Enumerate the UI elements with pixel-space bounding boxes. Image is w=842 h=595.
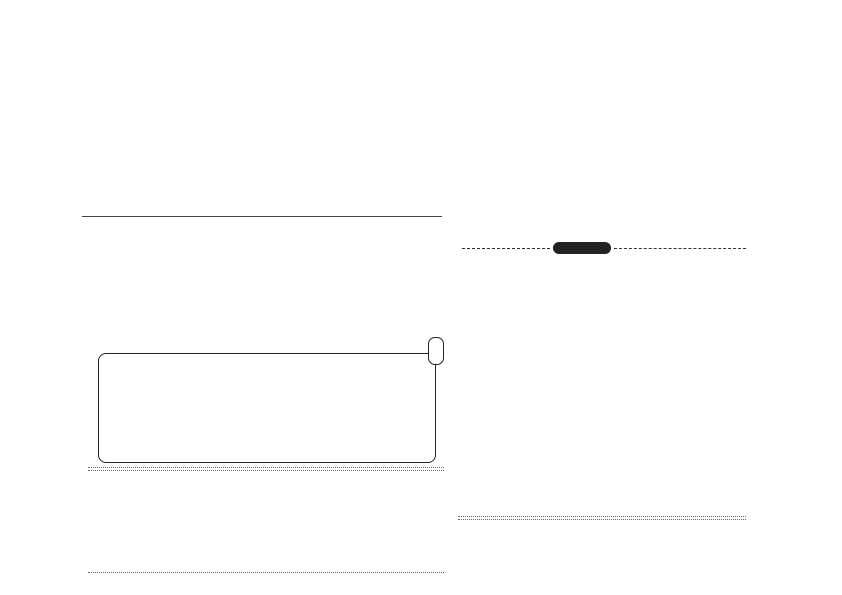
divider: [82, 216, 442, 217]
dotted-divider: [458, 519, 746, 520]
ornament-rule: [614, 248, 746, 249]
dotted-divider: [88, 470, 444, 471]
dotted-divider: [88, 572, 444, 573]
dotted-divider: [458, 516, 746, 517]
dotted-divider: [88, 467, 444, 468]
friday-box: [98, 353, 436, 463]
ornament-rule: [462, 248, 550, 249]
scroll-ornament: [428, 337, 444, 365]
jesus-ornament: [553, 242, 611, 254]
